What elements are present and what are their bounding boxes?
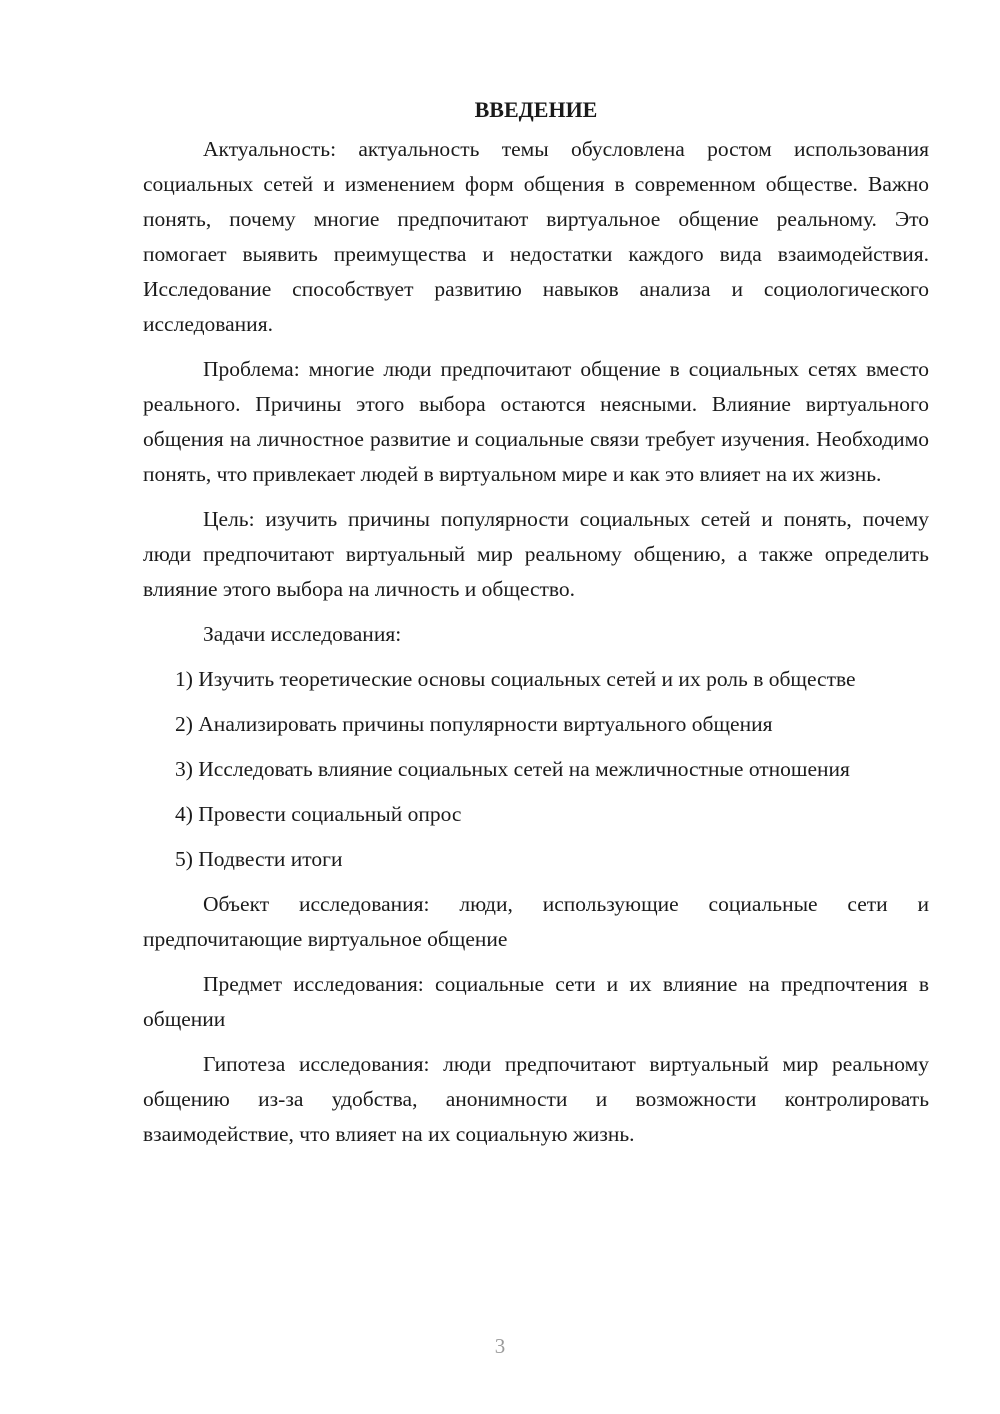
document-page (143, 92, 929, 1162)
relevance-paragraph: Актуальность: актуальность темы обусловлена ростом использования социальных сетей и изменением форм общения в современном обществе. Важно понять, почему многие предпочитают виртуальное общение реальному. Это помогает выявить преимущества и недостатки каждого вида взаимодействия. Исследование способствует развитию навыков анализа и социологического исследования. (143, 137, 929, 336)
page-number: 3 (494, 1334, 506, 1358)
tasks-heading: Задачи исследования: (203, 622, 402, 646)
problem-paragraph: Проблема: многие люди предпочитают общение в социальных сетях вместо реального. Причины этого выбора остаются неясными. Влияние виртуального общения на личностное развитие и социальные связи требует изучения. Необходимо понять, что привлекает людей в виртуальном мире и как это влияет на их жизнь. (143, 357, 929, 486)
task-item-2: 2) Анализировать причины популярности виртуального общения (175, 712, 773, 736)
goal-paragraph: Цель: изучить причины популярности социальных сетей и понять, почему люди предпочитают виртуальный мир реальному общению, а также определить влияние этого выбора на личность и общество. (143, 507, 929, 601)
subject-paragraph: Предмет исследования: социальные сети и их влияние на предпочтения в общении (143, 972, 929, 1031)
task-item-1: 1) Изучить теоретические основы социальных сетей и их роль в обществе (175, 667, 856, 691)
task-item-5: 5) Подвести итоги (175, 847, 343, 871)
object-paragraph: Объект исследования: люди, использующие социальные сети и предпочитающие виртуальное общение (143, 892, 929, 951)
task-item-4: 4) Провести социальный опрос (175, 802, 462, 826)
tasks-list (143, 662, 929, 877)
task-item-3: 3) Исследовать влияние социальных сетей на межличностные отношения (175, 757, 850, 781)
section-title: ВВЕДЕНИЕ (474, 97, 598, 122)
hypothesis-paragraph: Гипотеза исследования: люди предпочитают виртуальный мир реальному общению из-за удобства, анонимности и возможности контролировать взаимодействие, что влияет на их социальную жизнь. (143, 1052, 929, 1146)
